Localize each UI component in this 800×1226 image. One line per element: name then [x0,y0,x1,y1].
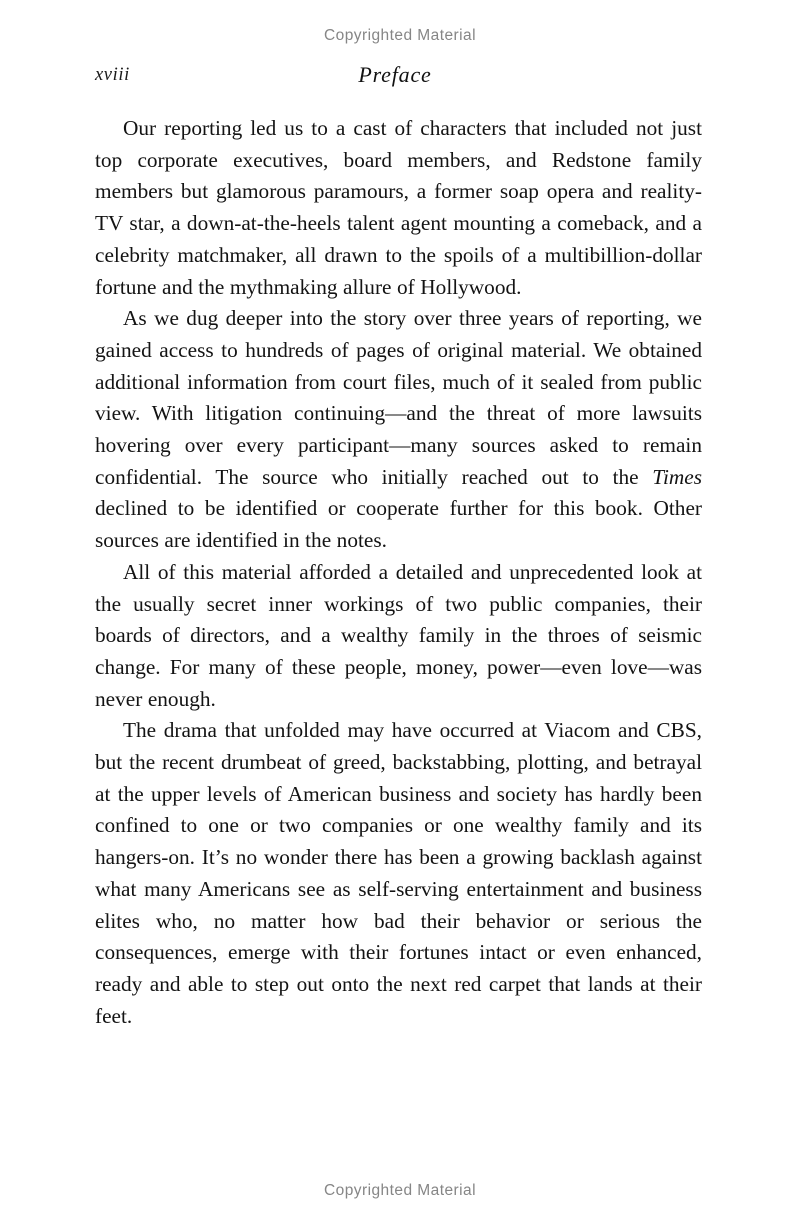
paragraph-3 [95,557,702,716]
running-title: Preface [358,62,432,87]
paragraph-1-text: Our reporting led us to a cast of characters that included not just top corporate executives, board members, and Redstone family members but glamorous paramours, a former soap opera and reality-TV star, a down-at-the-heels talent agent mounting a comeback, and a celebrity matchmaker, all drawn to the spoils of a multibillion-dollar fortune and the mythmaking allure of Hollywood. [95,116,702,299]
copyright-watermark-top: Copyrighted Material [323,27,476,44]
copyright-watermark-bottom: Copyrighted Material [323,1182,476,1199]
running-head [95,62,701,88]
italic-publication-name: Times [652,464,702,489]
paragraph-4 [95,715,702,1032]
paragraph-1 [95,113,702,303]
paragraph-2-text-before-italic: As we dug deeper into the story over three years of reporting, we gained access to hundreds of pages of original material. We obtained additional information from court files, much of it sealed from public view. With litigation continuing—and the threat of more lawsuits hovering over every participant—many sources asked to remain confidential. The source who initially reached out to the [95,306,702,489]
body-text-block [95,113,702,1032]
paragraph-2 [95,303,702,557]
paragraph-3-text: All of this material afforded a detailed and unprecedented look at the usually secret inner workings of two public companies, their boards of directors, and a wealthy family in the throes of seismic change. For many of these people, money, power—even love—was never enough. [95,559,702,711]
page-number: xviii [95,65,130,85]
paragraph-2-text-after-italic: declined to be identified or cooperate further for this book. Other sources are identified in the notes. [95,496,702,553]
paragraph-4-text: The drama that unfolded may have occurred at Viacom and CBS, but the recent drumbeat of greed, backstabbing, plotting, and betrayal at the upper levels of American business and society has hardly been confined to one or two companies or one wealthy family and its hangers-on. It’s no wonder there has been a growing backlash against what many Americans see as self-serving entertainment and business elites who, no matter how bad their behavior or serious the consequences, emerge with their fortunes intact or even enhanced, ready and able to step out onto the next red carpet that lands at their feet. [95,718,702,1028]
